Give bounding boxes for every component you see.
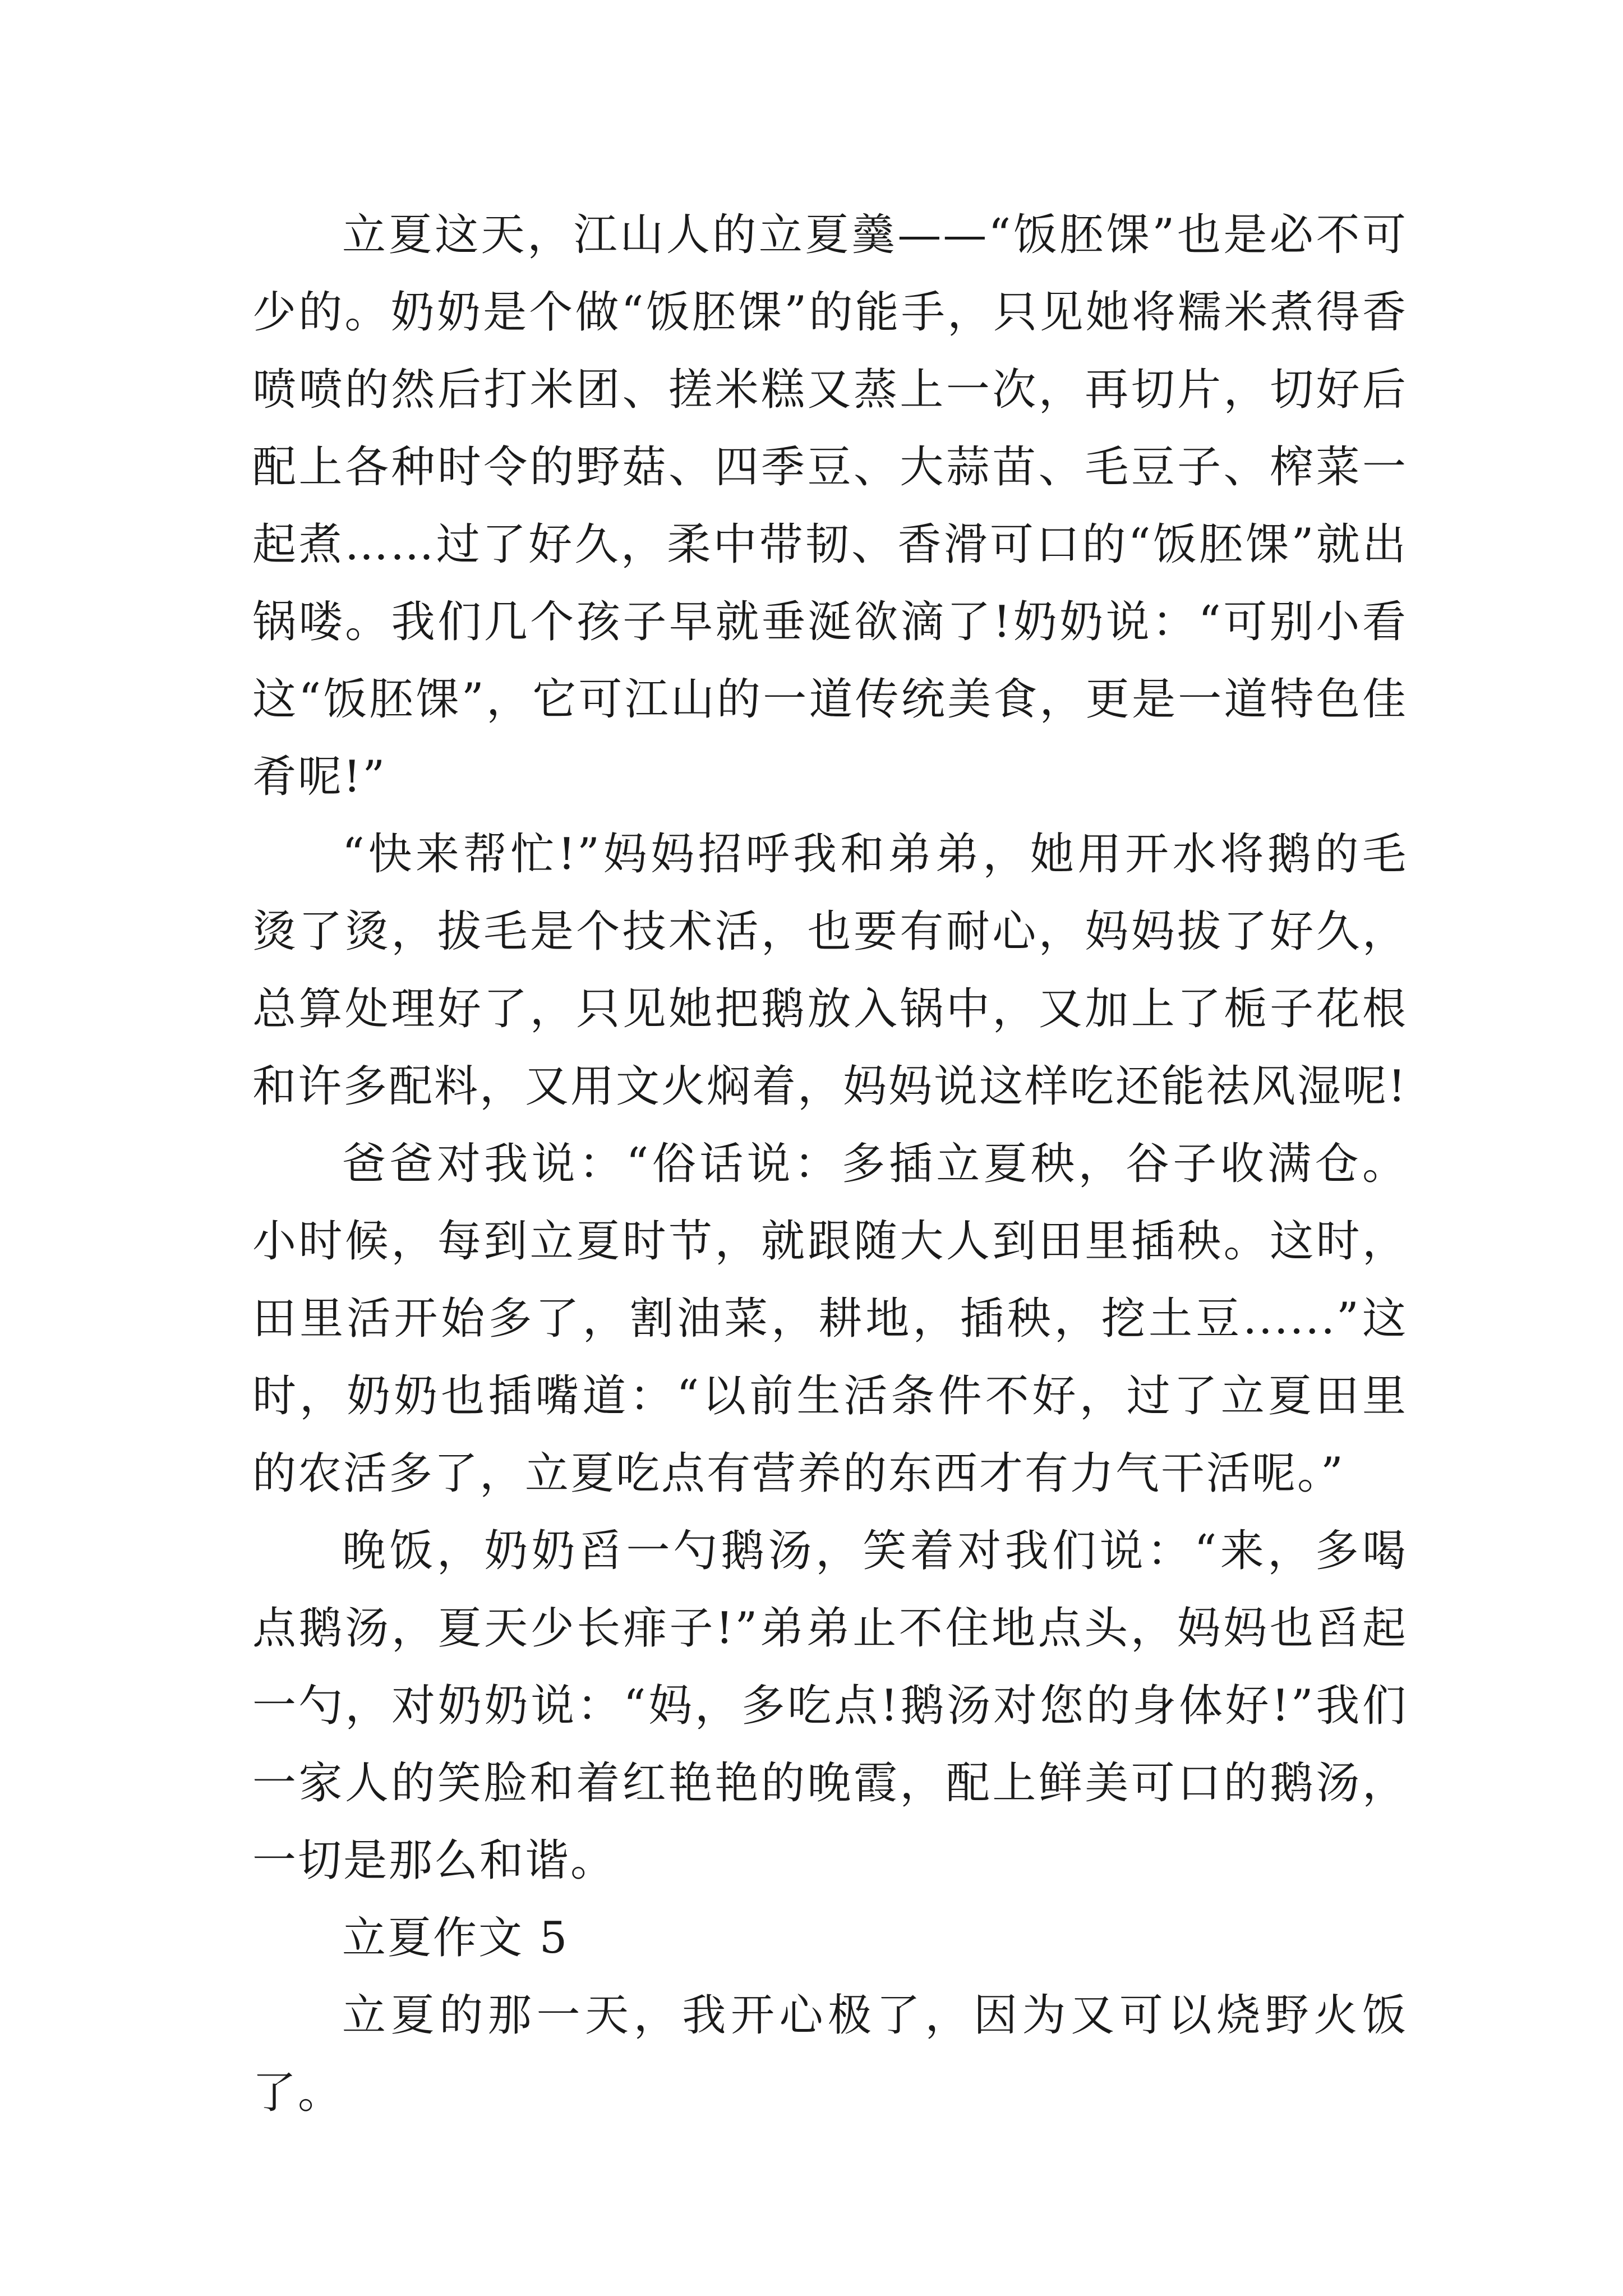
paragraph-fanpeiguo: 立夏这天，江山人的立夏羹——“饭胚馃”也是必不可少的。奶奶是个做“饭胚馃”的能手，只见她将糯米煮得香喷喷的然后打米团、搓米糕又蒸上一次，再切片，切好后配上各种时令的野菇、四季豆、大蒜苗、毛豆子、榨菜一起煮……过了好久，柔中带韧、香滑可口的“饭胚馃”就出锅喽。我们几个孩子早就垂涎欲滴了!奶奶说：“可别小看这“饭胚馃”，它可江山的一道传统美食，更是一道特色佳肴呢!”: [252, 210, 1408, 802]
paragraph-last: 立夏的那一天，我开心极了，因为又可以烧野火饭了。: [252, 1990, 1408, 2118]
section-title: 立夏作文 5: [342, 1913, 569, 1963]
document-body: [252, 196, 1408, 2132]
paragraph-father: 爸爸对我说：“俗话说：多插立夏秧，谷子收满仓。小时候，每到立夏时节，就跟随大人到田里插秧。这时，田里活开始多了，割油菜，耕地，插秧，挖土豆......”这时，奶奶也插嘴道：“以前生活条件不好，过了立夏田里的农活多了，立夏吃点有营养的东西才有力气干活呢。”: [252, 1139, 1408, 1499]
paragraph-goose: “快来帮忙!”妈妈招呼我和弟弟，她用开水将鹅的毛烫了烫，拔毛是个技术活，也要有耐心，妈妈拔了好久，总算处理好了，只见她把鹅放入锅中，又加上了栀子花根和许多配料，又用文火焖着，妈妈说这样吃还能祛风湿呢!: [252, 829, 1408, 1112]
paragraph-dinner: 晚饭，奶奶舀一勺鹅汤，笑着对我们说：“来，多喝点鹅汤，夏天少长痱子!”弟弟止不住地点头，妈妈也舀起一勺，对奶奶说：“妈，多吃点!鹅汤对您的身体好!”我们一家人的笑脸和着红艳艳的晚霞，配上鲜美可口的鹅汤，一切是那么和谐。: [252, 1526, 1408, 1886]
